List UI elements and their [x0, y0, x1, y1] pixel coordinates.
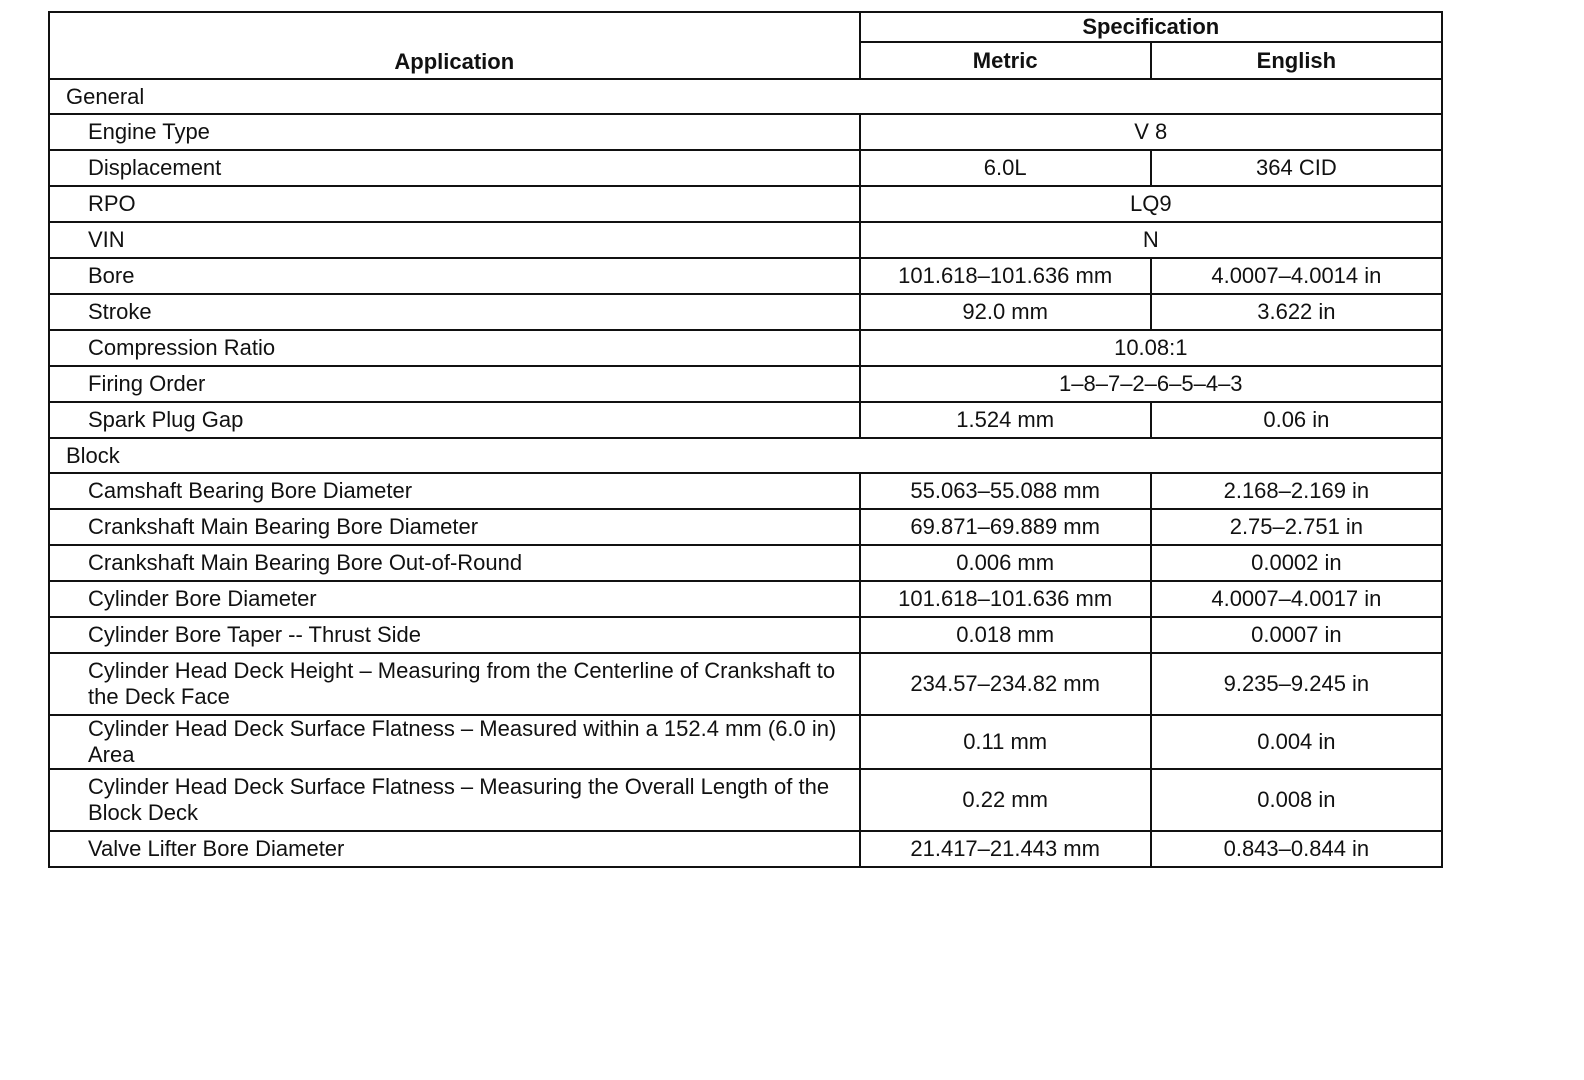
application-cell: Bore: [49, 258, 860, 294]
english-value-cell: 0.843–0.844 in: [1151, 831, 1442, 867]
application-cell: Displacement: [49, 150, 860, 186]
application-cell: Firing Order: [49, 366, 860, 402]
english-value-cell: 0.008 in: [1151, 769, 1442, 831]
metric-value-cell: 0.22 mm: [860, 769, 1151, 831]
metric-value-cell: 6.0L: [860, 150, 1151, 186]
metric-value-cell: 0.11 mm: [860, 715, 1151, 769]
specification-value-cell: 10.08:1: [860, 330, 1442, 366]
table-row: [49, 114, 1442, 150]
table-row: [49, 581, 1442, 617]
english-value-cell: 0.0002 in: [1151, 545, 1442, 581]
table-row: [49, 222, 1442, 258]
metric-value-cell: 69.871–69.889 mm: [860, 509, 1151, 545]
metric-value-cell: 55.063–55.088 mm: [860, 473, 1151, 509]
application-cell: Cylinder Bore Diameter: [49, 581, 860, 617]
metric-value-cell: 0.018 mm: [860, 617, 1151, 653]
section-row-block: [49, 438, 1442, 473]
english-value-cell: 364 CID: [1151, 150, 1442, 186]
metric-value-cell: 234.57–234.82 mm: [860, 653, 1151, 715]
application-cell: Crankshaft Main Bearing Bore Out-of-Round: [49, 545, 860, 581]
specification-value-cell: V 8: [860, 114, 1442, 150]
application-cell: Compression Ratio: [49, 330, 860, 366]
table-row: [49, 545, 1442, 581]
section-title: Block: [49, 438, 1442, 473]
table-row: [49, 509, 1442, 545]
application-cell: Cylinder Bore Taper -- Thrust Side: [49, 617, 860, 653]
english-value-cell: 4.0007–4.0017 in: [1151, 581, 1442, 617]
english-value-cell: 0.06 in: [1151, 402, 1442, 438]
application-cell: Camshaft Bearing Bore Diameter: [49, 473, 860, 509]
english-value-cell: 4.0007–4.0014 in: [1151, 258, 1442, 294]
specification-value-cell: 1–8–7–2–6–5–4–3: [860, 366, 1442, 402]
table-body: [49, 79, 1442, 867]
table-row: [49, 653, 1442, 715]
table-row: [49, 831, 1442, 867]
english-value-cell: 0.0007 in: [1151, 617, 1442, 653]
application-cell: Cylinder Head Deck Height – Measuring from the Centerline of Crankshaft to the Deck Face: [49, 653, 860, 715]
specification-value-cell: N: [860, 222, 1442, 258]
section-title: General: [49, 79, 1442, 114]
metric-value-cell: 101.618–101.636 mm: [860, 258, 1151, 294]
table-row: [49, 330, 1442, 366]
metric-header: Metric: [860, 42, 1151, 79]
application-cell: Engine Type: [49, 114, 860, 150]
table-header: [49, 12, 1442, 79]
english-value-cell: 9.235–9.245 in: [1151, 653, 1442, 715]
table-row: [49, 366, 1442, 402]
section-row-general: [49, 79, 1442, 114]
table-row: [49, 258, 1442, 294]
application-header: Application: [49, 12, 860, 79]
english-value-cell: 3.622 in: [1151, 294, 1442, 330]
english-value-cell: 2.168–2.169 in: [1151, 473, 1442, 509]
english-value-cell: 2.75–2.751 in: [1151, 509, 1442, 545]
header-row-top: [49, 12, 1442, 42]
table-row: [49, 150, 1442, 186]
application-cell: Crankshaft Main Bearing Bore Diameter: [49, 509, 860, 545]
metric-value-cell: 92.0 mm: [860, 294, 1151, 330]
metric-value-cell: 1.524 mm: [860, 402, 1151, 438]
table-row: [49, 473, 1442, 509]
application-cell: RPO: [49, 186, 860, 222]
table-row: [49, 402, 1442, 438]
application-cell: VIN: [49, 222, 860, 258]
english-value-cell: 0.004 in: [1151, 715, 1442, 769]
application-cell: Cylinder Head Deck Surface Flatness – Measuring the Overall Length of the Block Deck: [49, 769, 860, 831]
table-row: [49, 186, 1442, 222]
table-row: [49, 617, 1442, 653]
specification-value-cell: LQ9: [860, 186, 1442, 222]
metric-value-cell: 21.417–21.443 mm: [860, 831, 1151, 867]
table-row: [49, 769, 1442, 831]
table-row: [49, 715, 1442, 769]
application-cell: Spark Plug Gap: [49, 402, 860, 438]
application-cell: Valve Lifter Bore Diameter: [49, 831, 860, 867]
specification-header: Specification: [860, 12, 1442, 42]
english-header: English: [1151, 42, 1442, 79]
table-row: [49, 294, 1442, 330]
metric-value-cell: 101.618–101.636 mm: [860, 581, 1151, 617]
specifications-table: [48, 11, 1443, 868]
application-cell: Cylinder Head Deck Surface Flatness – Measured within a 152.4 mm (6.0 in) Area: [49, 715, 860, 769]
metric-value-cell: 0.006 mm: [860, 545, 1151, 581]
application-cell: Stroke: [49, 294, 860, 330]
